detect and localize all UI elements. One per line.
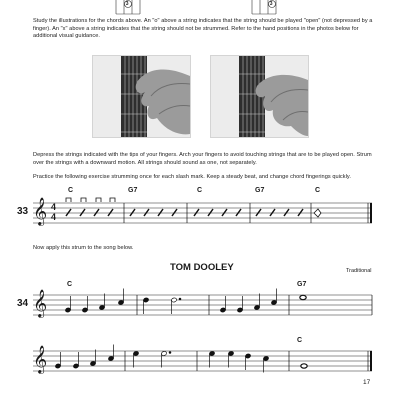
- time-signature-bottom: 4: [51, 212, 57, 222]
- bar-lines: [137, 295, 372, 315]
- hand-position-photo-c: [92, 55, 191, 138]
- treble-clef-icon: 𝄞: [33, 345, 48, 373]
- whole-slash-mark: [314, 209, 321, 217]
- exercise-number: 33: [17, 206, 29, 217]
- song-number: 34: [17, 298, 29, 309]
- chord-symbol: C: [68, 187, 74, 194]
- notes: [65, 289, 306, 315]
- strum-marks: [66, 198, 115, 202]
- bar-lines: [125, 351, 368, 371]
- chord-symbol: C: [197, 187, 203, 194]
- treble-clef-icon: 𝄞: [33, 197, 48, 225]
- treble-clef-icon: 𝄞: [33, 289, 48, 317]
- notes: [55, 345, 307, 373]
- time-signature-top: 4: [51, 202, 57, 212]
- song-credit: Traditional: [346, 268, 372, 274]
- depress-paragraph: Depress the strings indicated with the tips of your fingers. Arch your fingers to avoid touching strings that are to be played open. Strum over the strings with a downward motion. All strings should sound as one, not separately.: [33, 152, 372, 166]
- chord-symbol: G7: [128, 187, 138, 194]
- chord-diagram-strip: [0, 0, 400, 20]
- chord-symbol: C: [315, 187, 321, 194]
- apply-text: Now apply this strum to the song below.: [33, 245, 134, 251]
- chord-symbol: C: [67, 281, 73, 288]
- intro-paragraph: Study the illustrations for the chords above. An "o" above a string indicates that the string should be played "open" (not depressed by a finger). An "x" above a string indicates that the string should not be strummed. Refer to the hand positions in the photos below for additional visual guidance.: [33, 18, 373, 40]
- page-number: 17: [363, 379, 371, 386]
- bar-lines: [124, 203, 368, 223]
- chord-symbol: G7: [255, 187, 265, 194]
- chord-symbol: G7: [297, 281, 307, 288]
- string-number-label: 3: [269, 0, 273, 7]
- song-title: TOM DOOLEY: [170, 262, 234, 273]
- practice-paragraph: Practice the following exercise strumming once for each slash mark. Keep a steady beat, and change chord fingerings quickly.: [33, 174, 351, 180]
- chord-symbol: C: [297, 337, 303, 344]
- string-number-label: 3: [125, 0, 129, 7]
- hand-position-photo-g7: [210, 55, 309, 138]
- slash-marks: [66, 209, 303, 216]
